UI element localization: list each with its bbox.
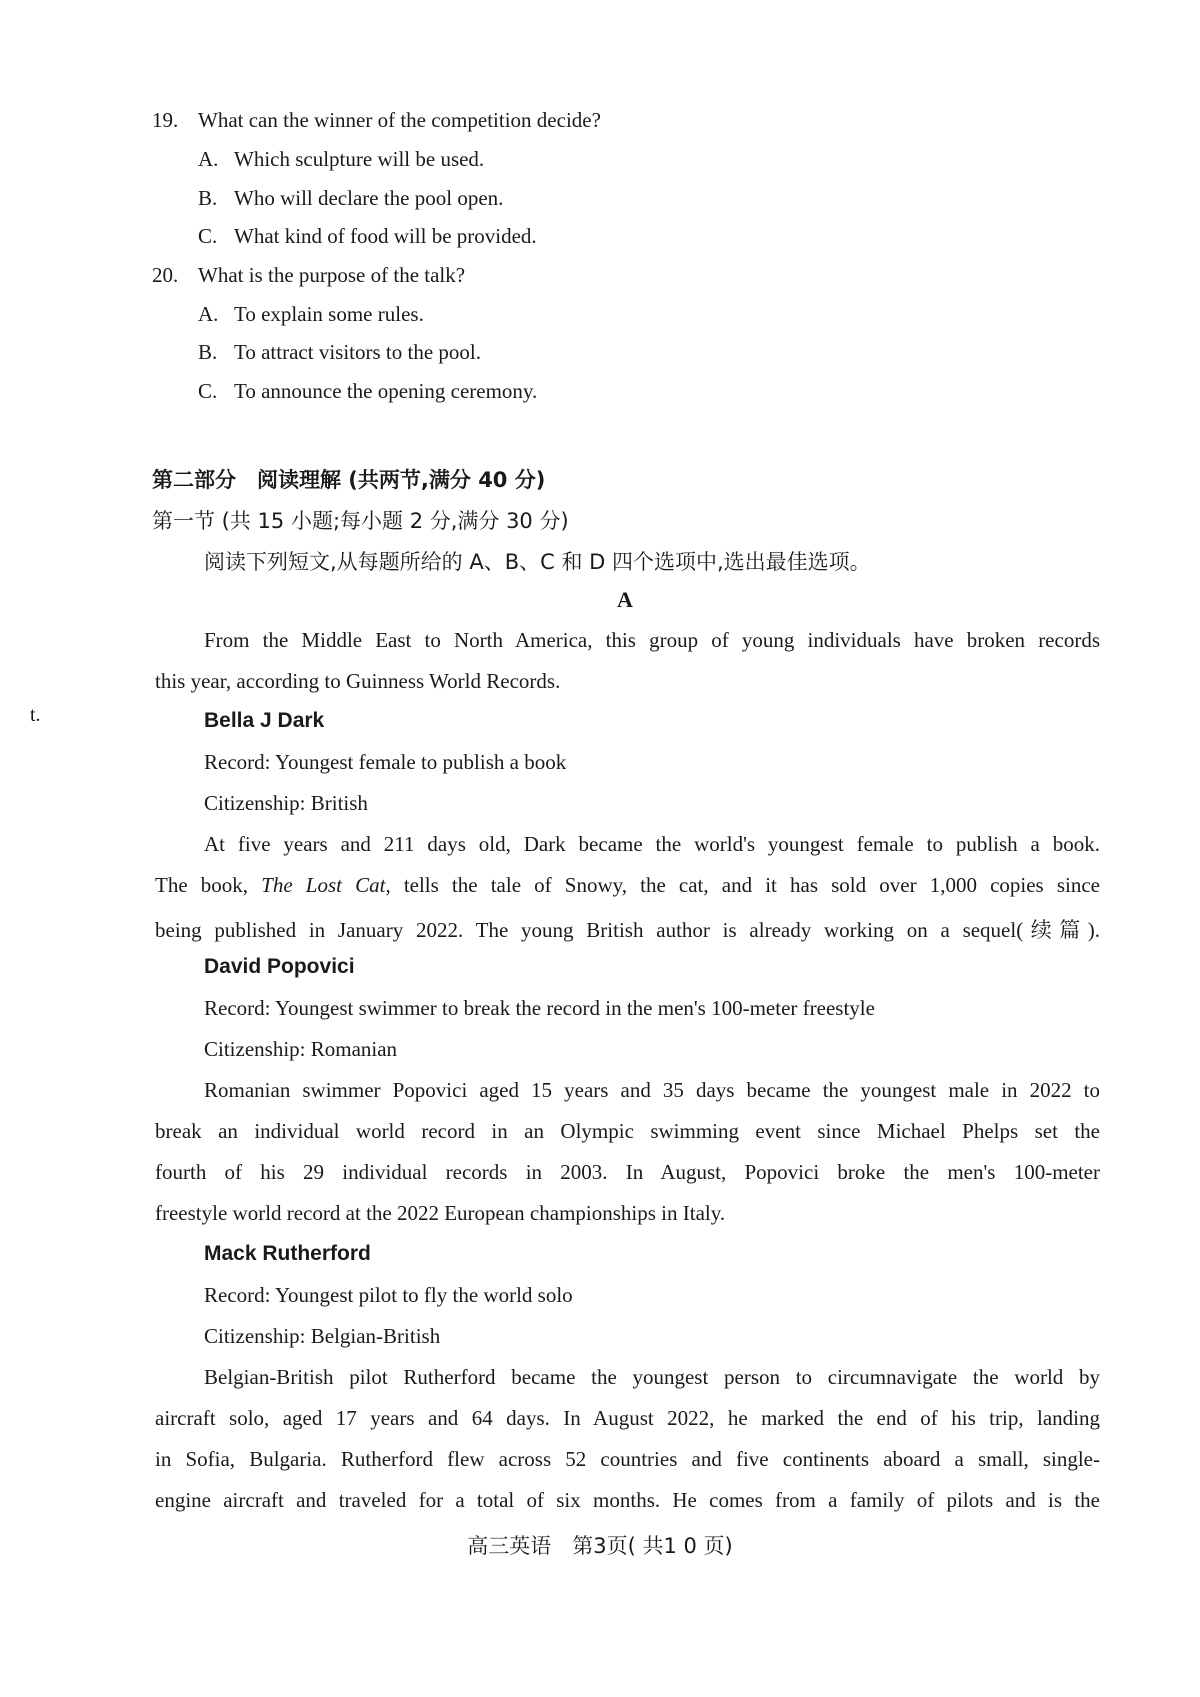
person-name: David Popovici xyxy=(204,955,355,978)
question-text: What can the winner of the competition decide? xyxy=(198,108,601,132)
person-name: Bella J Dark xyxy=(204,709,325,732)
option-text: Who will declare the pool open. xyxy=(234,186,504,210)
option-letter: B. xyxy=(198,340,218,364)
option-19-c xyxy=(198,224,537,249)
record-line: Record: Youngest female to publish a book xyxy=(204,750,567,774)
citizenship-line: Citizenship: Belgian-British xyxy=(204,1324,441,1348)
option-letter: C. xyxy=(198,224,218,248)
option-text: What kind of food will be provided. xyxy=(234,224,537,248)
paragraph-line: in Sofia, Bulgaria. Rutherford flew across 52 countries and five continents aboard a small, single- xyxy=(155,1447,1100,1471)
option-19-b xyxy=(198,186,503,211)
option-letter: A. xyxy=(198,147,219,171)
paragraph-line: freestyle world record at the 2022 European championships in Italy. xyxy=(155,1201,726,1225)
option-letter: C. xyxy=(198,379,218,403)
paragraph-line: At five years and 211 days old, Dark became the world's youngest female to publish a book. xyxy=(204,832,1100,856)
page-footer: 高三英语 第3页( 共1 0 页) xyxy=(467,1534,733,1558)
question-number: 20. xyxy=(152,263,179,287)
option-20-a xyxy=(198,302,424,327)
question-text: What is the purpose of the talk? xyxy=(198,263,466,287)
record-line: Record: Youngest pilot to fly the world solo xyxy=(204,1283,573,1307)
paragraph-line: aircraft solo, aged 17 years and 64 days. In August 2022, he marked the end of his trip, landing xyxy=(155,1406,1100,1430)
text-run: The book, xyxy=(155,873,262,897)
option-letter: B. xyxy=(198,186,218,210)
paragraph-line: fourth of his 29 individual records in 2003. In August, Popovici broke the men's 100-meter xyxy=(155,1160,1100,1184)
book-title: The Lost Cat xyxy=(261,873,386,897)
paragraph-line xyxy=(155,873,1100,898)
question-19 xyxy=(152,108,601,133)
text-run: , tells the tale of Snowy, the cat, and it has sold over 1,000 copies since xyxy=(385,873,1100,897)
margin-mark: t. xyxy=(30,704,41,726)
record-line: Record: Youngest swimmer to break the record in the men's 100-meter freestyle xyxy=(204,996,875,1020)
paragraph-line: engine aircraft and traveled for a total of six months. He comes from a family of pilots and is the xyxy=(155,1488,1100,1512)
paragraph-line: Belgian-British pilot Rutherford became the youngest person to circumnavigate the world by xyxy=(204,1365,1100,1389)
paragraph-line: Romanian swimmer Popovici aged 15 years and 35 days became the youngest male in 2022 to xyxy=(204,1078,1100,1102)
passage-letter: A xyxy=(617,587,633,612)
subsection-title: 第一节 (共 15 小题;每小题 2 分,满分 30 分) xyxy=(152,509,569,533)
option-text: To attract visitors to the pool. xyxy=(234,340,481,364)
option-19-a xyxy=(198,147,484,172)
option-text: To explain some rules. xyxy=(234,302,424,326)
part-title: 第二部分 阅读理解 (共两节,满分 40 分) xyxy=(152,468,546,492)
question-20 xyxy=(152,263,465,288)
paragraph-line: being published in January 2022. The young British author is already working on a sequel(续篇). xyxy=(155,918,1100,942)
person-name: Mack Rutherford xyxy=(204,1242,371,1265)
passage-intro-line-1: From the Middle East to North America, this group of young individuals have broken records xyxy=(204,628,1100,652)
option-20-b xyxy=(198,340,481,365)
citizenship-line: Citizenship: Romanian xyxy=(204,1037,398,1061)
passage-intro-line-2: this year, according to Guinness World Records. xyxy=(155,669,561,693)
paragraph-line: break an individual world record in an Olympic swimming event since Michael Phelps set the xyxy=(155,1119,1100,1143)
option-letter: A. xyxy=(198,302,219,326)
option-text: To announce the opening ceremony. xyxy=(234,379,538,403)
option-20-c xyxy=(198,379,537,404)
instruction: 阅读下列短文,从每题所给的 A、B、C 和 D 四个选项中,选出最佳选项。 xyxy=(204,550,871,574)
option-text: Which sculpture will be used. xyxy=(234,147,485,171)
citizenship-line: Citizenship: British xyxy=(204,791,368,815)
question-number: 19. xyxy=(152,108,179,132)
